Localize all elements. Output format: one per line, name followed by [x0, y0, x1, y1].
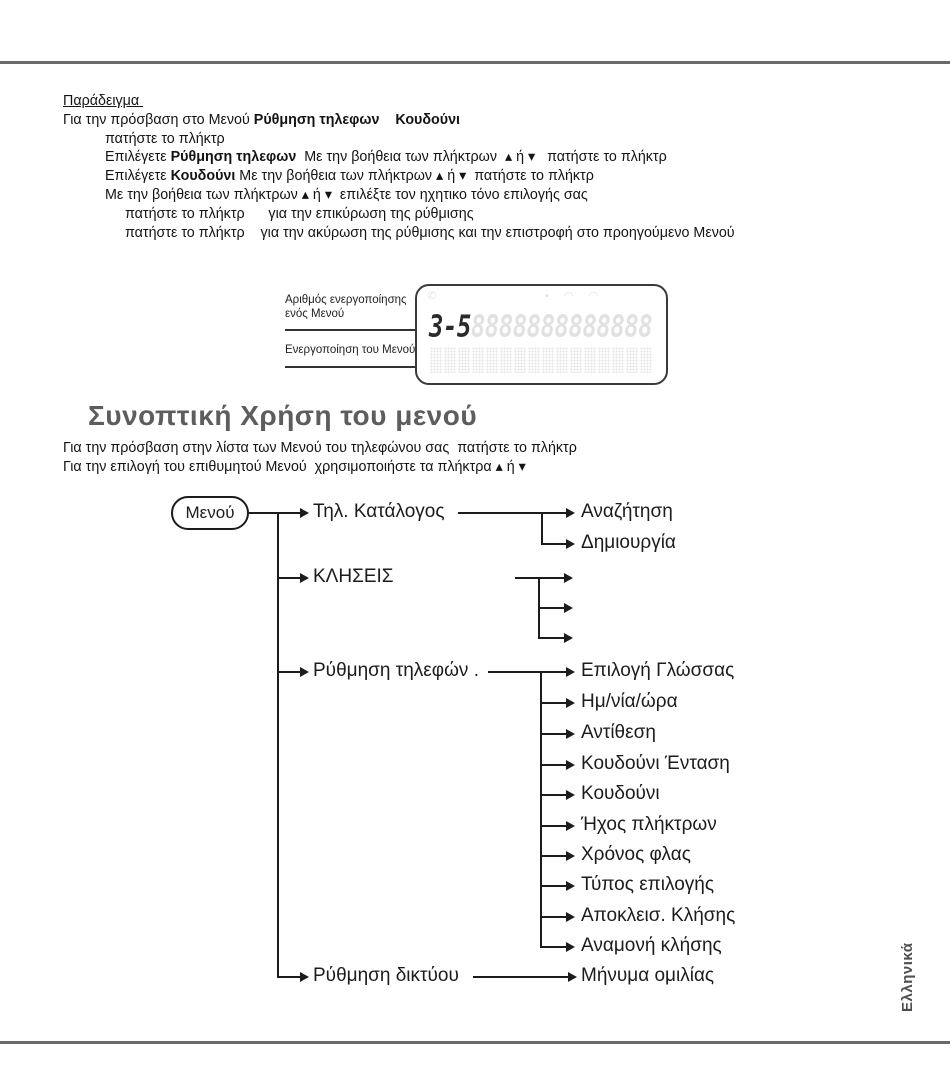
example-line-2: πατήστε το πλήκτρ — [105, 130, 225, 147]
example-line-3-suffix: Με την βοήθεια των πλήκτρων ▴ ή ▾ πατήστε το πλήκτρ — [296, 149, 667, 166]
arrow-to-flash-time — [540, 855, 566, 857]
arrow-to-call-waiting — [540, 946, 566, 948]
arrow-calls-sub-2 — [538, 607, 564, 609]
arrow-to-phone-settings — [277, 671, 300, 673]
example-line-4-prefix: Επιλέγετε — [105, 168, 171, 185]
example-line-3-prefix: Επιλέγετε — [105, 149, 171, 166]
example-line-4-suffix: Με την βοήθεια των πλήκτρων ▴ ή ▾ πατήστε το πλήκτρ — [235, 168, 594, 185]
tree-item-flash-time: Χρόνος φλας — [581, 844, 691, 865]
tree-item-voice-message: Μήνυμα ομιλίας — [581, 965, 715, 986]
phone-settings-branch-line — [540, 671, 542, 948]
tree-trunk-line — [277, 512, 279, 978]
phone-settings-connector-line — [488, 671, 542, 673]
arrow-to-create — [541, 543, 566, 545]
arrow-to-key-tone — [540, 825, 566, 827]
tree-item-ringer: Κουδούνι — [581, 783, 660, 804]
tree-item-phone-settings: Ρύθμηση τηλεφών . — [313, 660, 479, 681]
tree-item-ringer-volume: Κουδούνι Ένταση — [581, 753, 730, 774]
section-intro-1: Για την πρόσβαση στην λίστα των Μενού του τηλεφώνου σας πατήστε το πλήκτρ — [63, 440, 577, 456]
example-line-3 — [63, 148, 735, 167]
tree-item-network-settings: Ρύθμηση δικτύου — [313, 965, 459, 986]
menu-name-ringer: Κουδούνι — [379, 111, 461, 128]
lcd-label-menu-number-line2: ενός Μενού — [285, 307, 345, 320]
tree-item-call-waiting: Αναμονή κλήσης — [581, 935, 722, 956]
arrow-to-search — [541, 512, 566, 514]
top-rule — [0, 61, 950, 64]
example-line-1-text: Για την πρόσβαση στο Μενού — [63, 111, 254, 128]
arrow-calls-sub-1 — [538, 577, 564, 579]
lcd-label-menu-activation: Ενεργοποίηση του Μενού — [285, 344, 416, 356]
lcd-callout-line-2 — [285, 366, 417, 368]
example-section — [63, 92, 735, 242]
arrow-to-calls — [277, 577, 300, 579]
section-heading: Συνοπτική Χρήση του μενού — [88, 400, 478, 431]
tree-root-menu-node: Μενού — [171, 496, 249, 530]
tree-item-contrast: Αντίθεση — [581, 722, 656, 743]
arrow-calls-sub-3 — [538, 637, 564, 639]
tree-item-date-time: Ημ/νία/ώρα — [581, 691, 678, 712]
tree-item-dial-type: Τύπος επιλογής — [581, 874, 714, 895]
arrow-to-contrast — [540, 733, 566, 735]
lcd-ghost-digits: 8888888888888 — [470, 309, 653, 344]
lcd-dot-matrix-row — [430, 347, 652, 373]
status-ghost-icons — [545, 289, 604, 302]
example-heading — [63, 92, 735, 111]
phonebook-branch-line — [541, 512, 543, 545]
lcd-label-menu-number-line1: Αριθμός ενεργοποίησης — [285, 294, 407, 306]
handset-ghost-icon — [427, 289, 442, 302]
bottom-rule — [0, 1041, 950, 1044]
lcd-callout-line-1 — [285, 329, 417, 331]
tree-item-create: Δημιουργία — [581, 532, 676, 553]
example-line-1 — [63, 111, 735, 130]
section-intro-2: Για την επιλογή του επιθυμητού Μενού χρησιμοποιήστε τα πλήκτρα ▴ ή ▾ — [63, 459, 526, 475]
lcd-label-menu-number — [285, 294, 407, 321]
arrow-to-network-settings — [277, 976, 300, 978]
arrow-to-ringer-volume — [540, 764, 566, 766]
arrow-to-date-time — [540, 702, 566, 704]
example-line-5: Με την βοήθεια των πλήκτρων ▴ ή ▾ επιλέξτε τον ηχητικο τόνο επιλογής σας — [105, 186, 588, 203]
menu-name-phone-settings-2: Ρύθμηση τηλεφων — [170, 149, 297, 166]
tree-item-key-tone: Ήχος πλήκτρων — [581, 814, 717, 835]
calls-connector-line — [515, 577, 540, 579]
page-language-label: Ελληνικά — [899, 942, 916, 1012]
arrow-to-dial-type — [540, 885, 566, 887]
example-heading-text: Παράδειγμα — [63, 93, 144, 109]
arrow-to-language — [540, 671, 566, 673]
arrow-to-voice-message — [473, 976, 568, 978]
lcd-active-digits: 3-5 — [429, 309, 471, 344]
example-line-7: πατήστε το πλήκτρ για την ακύρωση της ρύθμισης και την επιστροφή στο προηγούμενο Μενού — [125, 224, 735, 241]
phonebook-connector-line — [458, 512, 543, 514]
example-line-6: πατήστε το πλήκτρ για την επικύρωση της ρύθμισης — [125, 205, 474, 222]
tree-item-phonebook: Τηλ. Κατάλογος — [313, 501, 445, 522]
tree-item-call-barring: Αποκλεισ. Κλήσης — [581, 905, 736, 926]
lcd-display — [415, 284, 668, 385]
example-line-4 — [63, 167, 735, 186]
tree-item-language: Επιλογή Γλώσσας — [581, 660, 735, 681]
tree-item-search: Αναζήτηση — [581, 501, 673, 522]
arrow-to-ringer — [540, 794, 566, 796]
tree-item-calls: ΚΛΗΣΕΙΣ — [313, 566, 394, 587]
arrow-to-call-barring — [540, 916, 566, 918]
menu-name-phone-settings: Ρύθμηση τηλεφων — [253, 111, 380, 128]
arrow-to-phonebook — [249, 512, 300, 514]
menu-name-ringer-2: Κουδούνι — [170, 168, 236, 185]
lcd-digit-row — [429, 309, 652, 344]
